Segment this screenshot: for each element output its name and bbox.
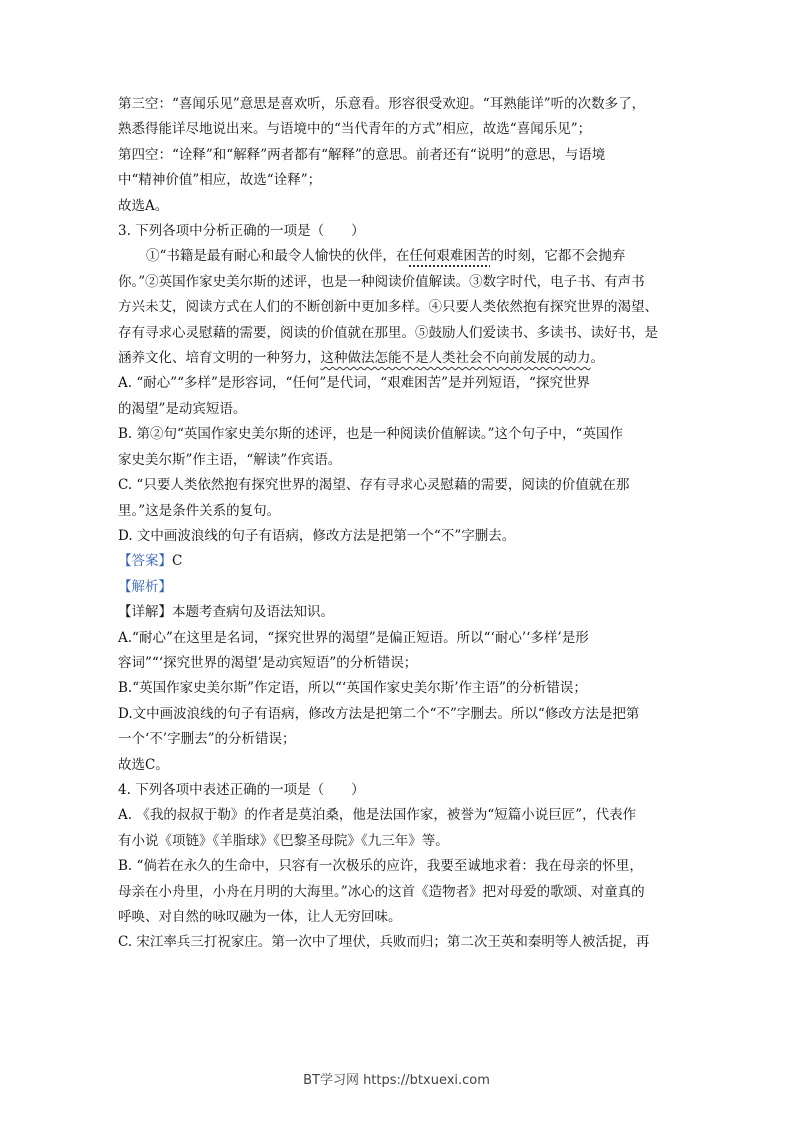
detail-text: 本题考查病句及语法知识。 <box>172 604 334 621</box>
text-line: 故选A。 <box>118 197 169 214</box>
passage-text: 。 <box>590 350 604 367</box>
option-c: C. 宋江率兵三打祝家庄。第一次中了埋伏，兵败而归；第二次王英和秦明等人被活捉，再 <box>118 934 650 951</box>
dotted-emphasis-phrase: 任何艰难困苦 <box>409 248 491 265</box>
explanation-d: D.文中画波浪线的句子有语病，修改方法是把第二个“不”字删去。所以“修改方法是把第 <box>118 705 640 722</box>
text-line: 第四空：“诠释”和“解释”两者都有“解释”的意思。前者还有“说明”的意思，与语境 <box>118 146 606 163</box>
option-a: A. “耐心”“多样”是形容词，“任何”是代词，“艰难困苦”是并列短语，“探究世界 <box>118 375 590 392</box>
passage-text: ①“书籍是最有耐心和最令人愉快的伙伴，在 <box>146 248 410 265</box>
passage-text: 涵养文化、培育文明的一种努力， <box>118 350 321 367</box>
option-d: D. 文中画波浪线的句子有语病，修改方法是把第一个“不”字删去。 <box>118 527 516 544</box>
option-b: B. “倘若在永久的生命中，只容有一次极乐的应许，我要至诚地求着：我在母亲的怀里， <box>118 858 643 875</box>
detail-line <box>118 600 678 625</box>
explanation-d: 一个‘不’字删去”的分析错误； <box>118 731 296 748</box>
conclusion: 故选C。 <box>118 756 169 773</box>
question-3-stem: 3. 下列各项中分析正确的一项是（ ） <box>118 223 365 240</box>
passage-line: 存有寻求心灵慰藉的需要，阅读的价值就在那里。⑤鼓励人们爱读书、多读书、读好书，是 <box>118 324 658 341</box>
analysis-tag: 【解析】 <box>118 578 172 595</box>
option-b: 母亲在小舟里，小舟在月明的大海里。”冰心的这首《造物者》把对母爱的歌颂、对童真的 <box>118 883 645 900</box>
document-body <box>118 92 678 956</box>
passage-line: 方兴未艾，阅读方式在人们的不断创新中更加多样。④只要人类依然抱有探究世界的渴望、 <box>118 299 658 316</box>
text-line: 第三空：“喜闻乐见”意思是喜欢听，乐意看。形容很受欢迎。“耳熟能详”听的次数多了， <box>118 96 646 112</box>
explanation-a: A.“耐心”在这里是名词，“探究世界的渴望”是偏正短语。所以“‘耐心’‘多样’是形 <box>118 629 589 646</box>
answer-line <box>118 549 678 574</box>
option-a: 的渴望”是动宾短语。 <box>118 400 247 417</box>
text-line: 熟悉得能详尽地说出来。与语境中的“当代青年的方式”相应，故选“喜闻乐见”； <box>118 121 592 138</box>
wavy-underlined-sentence: 这种做法怎能不是人类社会不向前发展的动力 <box>320 350 591 367</box>
option-c: 里。”这是条件关系的复句。 <box>118 502 281 519</box>
detail-tag: 【详解】 <box>118 604 172 621</box>
footer-watermark[interactable]: BT学习网 https://btxuexi.com <box>303 1073 490 1088</box>
explanation-b: B.“英国作家史美尔斯”作定语，所以“‘英国作家史美尔斯’作主语”的分析错误； <box>118 680 587 697</box>
option-a: 有小说《项链》《羊脂球》《巴黎圣母院》《九三年》等。 <box>118 832 449 849</box>
text-line: 中“精神价值”相应，故选“诠释”； <box>118 172 322 189</box>
option-b: 家史美尔斯”作主语，“解读”作宾语。 <box>118 451 342 468</box>
passage-line <box>118 346 678 371</box>
option-a: A. 《我的叔叔于勒》的作者是莫泊桑，他是法国作家，被誉为“短篇小说巨匠”，代表作 <box>118 807 637 824</box>
analysis-line <box>118 575 678 600</box>
explanation-a: 容词”“‘探究世界的渴望’是动宾短语”的分析错误； <box>118 654 418 671</box>
option-b: B. 第②句“英国作家史美尔斯的述评，也是一种阅读价值解读。”这个句子中，“英国作 <box>118 426 623 443</box>
passage-text: 的时刻，它都不会抛弃 <box>490 248 626 265</box>
answer-value: C <box>172 553 183 570</box>
answer-tag: 【答案】 <box>118 553 172 570</box>
option-b: 呼唤、对自然的咏叹融为一体，让人无穷回味。 <box>118 909 402 925</box>
option-c: C. “只要人类依然抱有探究世界的渴望、存有寻求心灵慰藉的需要，阅读的价值就在那 <box>118 477 630 494</box>
question-4-stem: 4. 下列各项中表述正确的一项是（ ） <box>118 781 365 798</box>
passage-line <box>118 244 678 269</box>
passage-line: 你。”②英国作家史美尔斯的述评，也是一种阅读价值解读。③数字时代，电子书、有声书 <box>118 273 645 290</box>
